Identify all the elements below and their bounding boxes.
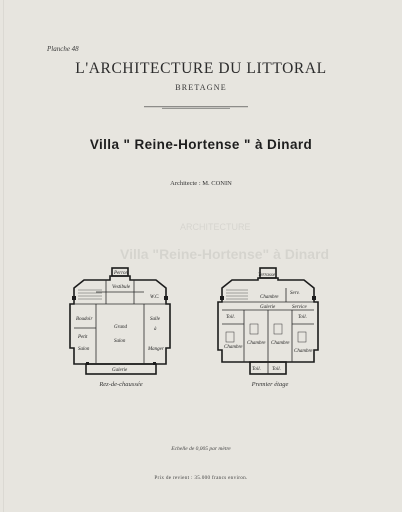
first-floor-label: Premier étage <box>251 381 289 388</box>
room-label: Chambre <box>294 349 313 354</box>
room-label: Galerie <box>260 305 276 310</box>
bleed-through-line: ARCHITECTURE <box>180 222 251 232</box>
room-label: Toil. <box>226 315 235 320</box>
title-ornament-rule <box>144 106 248 109</box>
page-title: L'ARCHITECTURE DU LITTORAL <box>75 60 327 77</box>
room-label: Toil. <box>252 367 261 372</box>
room-label: Chambre <box>224 345 243 350</box>
room-label: Chambre <box>247 341 266 346</box>
villa-title: Villa " Reine-Hortense " à Dinard <box>89 137 313 152</box>
room-label: Salon <box>114 339 126 344</box>
room-label: Boudoir <box>76 317 93 322</box>
plate-number: Planche 48 <box>47 45 79 53</box>
room-label: Grand <box>114 325 128 330</box>
region-subtitle: BRETAGNE <box>175 83 227 92</box>
room-label: Toil. <box>298 315 307 320</box>
first-floor-drawing <box>214 266 326 378</box>
ground-floor-plan <box>66 266 176 378</box>
room-label: W.C. <box>150 295 160 300</box>
room-label: Chambre <box>260 295 279 300</box>
scale-note: Echelle de 0,005 par mètre <box>171 446 231 452</box>
ground-floor-label: Rez-de-chaussée <box>99 381 143 388</box>
bleed-through-line: Villa "Reine-Hortense" à Dinard <box>120 246 330 262</box>
room-label: Salon <box>78 347 90 352</box>
room-label: Galerie <box>112 368 128 373</box>
room-label: Terrasse <box>258 273 276 278</box>
ground-floor-drawing <box>66 266 176 378</box>
price-note: Prix de revient : 35.000 francs environ. <box>154 475 248 481</box>
room-label: Service <box>292 305 307 310</box>
room-label: à <box>154 327 157 332</box>
room-label: Vestibule <box>112 285 131 290</box>
architect-credit: Architecte : M. CONIN <box>170 180 232 187</box>
first-floor-plan <box>214 266 326 378</box>
room-label: Petit <box>78 335 88 340</box>
room-label: Serv. <box>290 291 300 296</box>
room-label: Salle <box>150 317 160 322</box>
room-label: Manger <box>148 347 164 352</box>
room-label: Toil. <box>272 367 281 372</box>
room-label: Perron <box>114 271 128 276</box>
room-label: Chambre <box>271 341 290 346</box>
